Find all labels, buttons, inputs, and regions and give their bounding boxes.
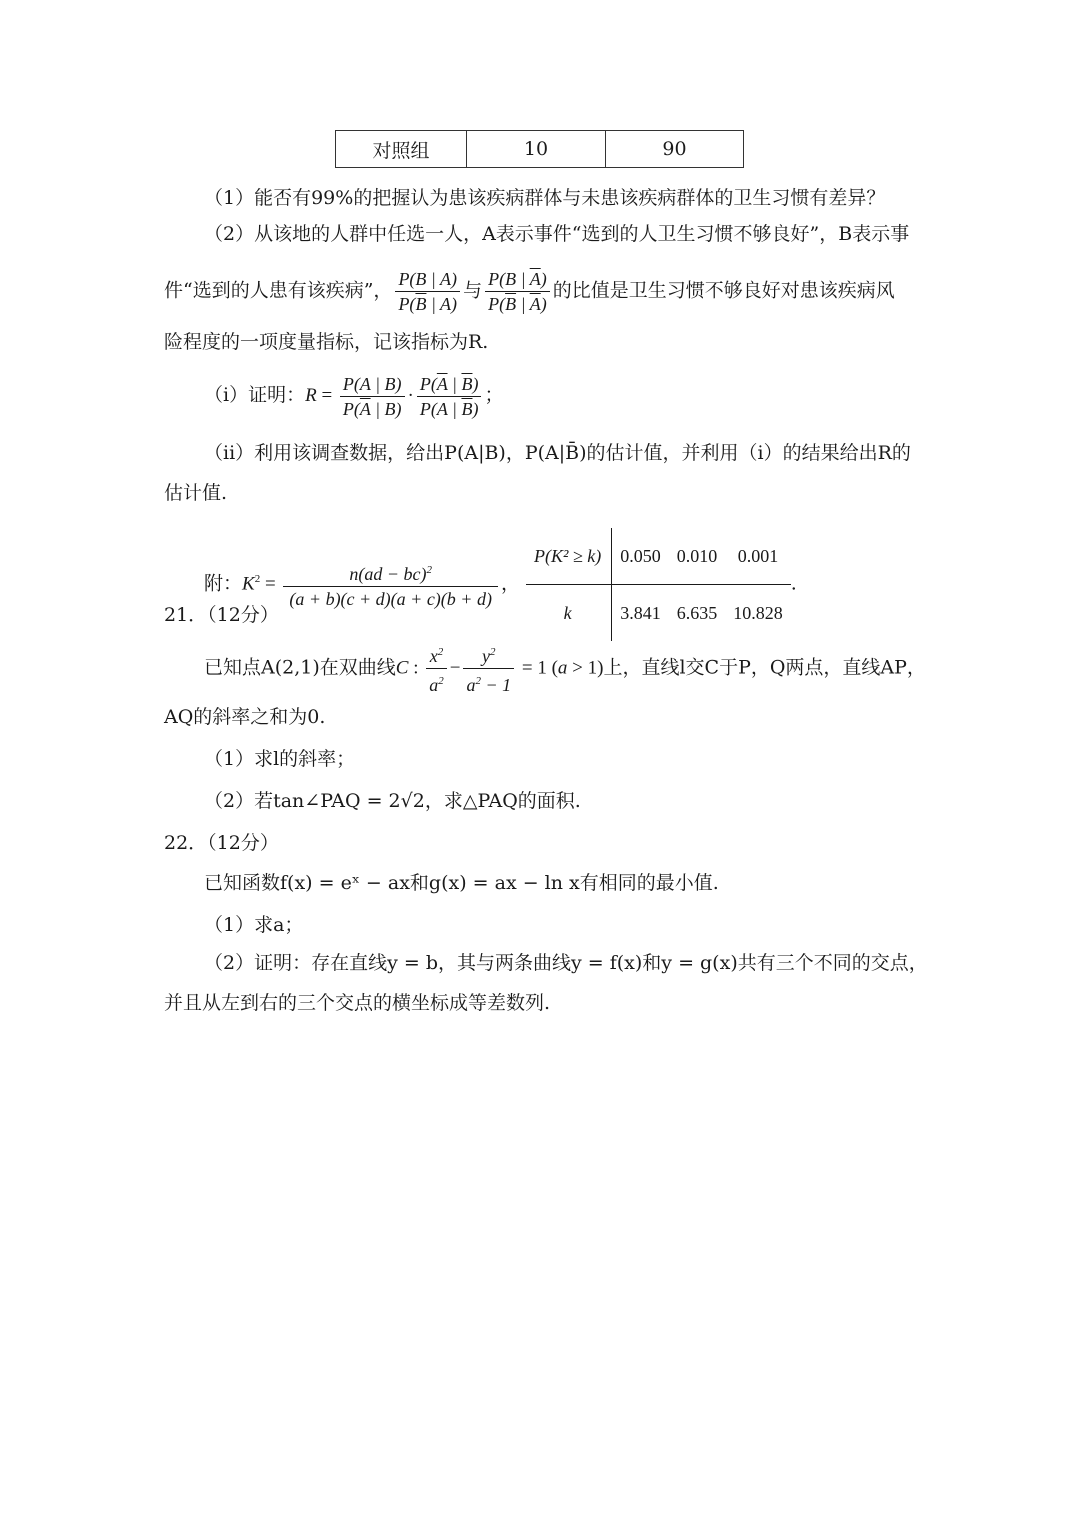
q20-part2-line1: （2）从该地的人群中任选一人，A表示事件“选到的人卫生习惯不够良好”，B表示事 [204, 223, 910, 245]
q20-part-ii-line2: 估计值. [164, 482, 228, 504]
table-header-p: P(K² ≥ k) [526, 528, 612, 585]
k-value-0: 3.841 [620, 603, 661, 623]
critical-value-table [526, 528, 791, 641]
q20-part2-line2: 件“选到的人患有该疾病”， $\frac{P(B | A)}{P(\overline{B} | A)}$ 与 $\frac{P(B | \overline{A})}{P(\overline{B} | \overline{A})}$ 的比值是卫生习惯不够良好对患该疾病风 [164, 269, 895, 314]
table-header-k: k [526, 585, 612, 642]
k-value-1: 6.635 [676, 603, 718, 623]
q22-part2-line2: 并且从左到右的三个交点的横坐标成等差数列. [164, 992, 551, 1014]
p-value-1: 0.010 [669, 528, 726, 585]
q22-part1: （1）求a； [204, 914, 304, 936]
p-value-0: 0.050 [612, 528, 669, 585]
q21-line1: 已知点A(2,1)在双曲线C : $\frac{x^2}{a^2}$ − $\frac{y^2}{a^2 - 1}$ = 1 (a > 1)上，直线l交C于P，Q两点，直线AP， [204, 640, 926, 697]
table-row [526, 528, 791, 585]
fraction-a-given-b: $\frac{P(A | B)}{P(\overline{A} | B)}$ [340, 372, 405, 421]
q20-part-ii-line1: （ii）利用该调查数据，给出P(A|B)，P(A|B̄)的估计值，并利用（i）的结果给出R的 [204, 442, 911, 464]
q22-header: 22．（12分） [164, 832, 279, 854]
table-row [526, 585, 791, 642]
control-group-healthy-count: 90 [606, 131, 744, 168]
q21-part2: （2）若tan∠PAQ = 2√2，求△PAQ的面积. [204, 790, 581, 812]
appendix: 附：$K^2$ = $\frac{n(ad - bc)^2}{(a + b)(c + d)(a + c)(b + d)}$ ， P(K² ≥ k) 0.050 0.010 0.001 k 3.841 6.635 10.828. [204, 528, 797, 641]
q20-part2-line3: 险程度的一项度量指标，记该指标为R. [164, 331, 489, 353]
table-row [336, 131, 744, 168]
control-group-ill-count: 10 [467, 131, 606, 168]
q20-part-i: （i）证明：R = $\frac{P(A | B)}{P(\overline{A} | B)}$ · $\frac{P(\overline{A} | \overline{B})}{P(A | \overline{B})}$ ； [204, 373, 504, 419]
chi-square-formula: $\frac{n(ad - bc)^2}{(a + b)(c + d)(a + c)(b + d)}$ [283, 558, 498, 611]
q21-line2: AQ的斜率之和为0. [164, 706, 326, 728]
q21-header: 21．（12分） [164, 604, 279, 626]
control-group-label: 对照组 [336, 131, 467, 168]
q22-part2-line1: （2）证明：存在直线y = b，其与两条曲线y = f(x)和y = g(x)共有三个不同的交点， [204, 952, 928, 974]
control-group-table [335, 130, 744, 168]
q21-part1: （1）求l的斜率； [204, 748, 356, 770]
q20-part1: （1）能否有99%的把握认为患该疾病群体与未患该疾病群体的卫生习惯有差异？ [204, 187, 886, 209]
fraction-not-a-given-not-b: $\frac{P(\overline{A} | \overline{B})}{P(A | \overline{B})}$ [417, 372, 482, 421]
q22-line1: 已知函数f(x) = eˣ − ax和g(x) = ax − ln x有相同的最小值. [204, 872, 719, 894]
fraction-x2-a2: $\frac{x^2}{a^2}$ [426, 640, 447, 697]
k-value-2: 10.828 [733, 603, 783, 623]
fraction-b-given-a: $\frac{P(B | A)}{P(\overline{B} | A)}$ [395, 267, 460, 316]
p-value-2: 0.001 [725, 528, 791, 585]
fraction-y2-a2-minus-1: $\frac{y^2}{a^2 - 1}$ [463, 640, 514, 697]
fraction-b-given-not-a: $\frac{P(B | \overline{A})}{P(\overline{B} | \overline{A})}$ [485, 267, 550, 316]
